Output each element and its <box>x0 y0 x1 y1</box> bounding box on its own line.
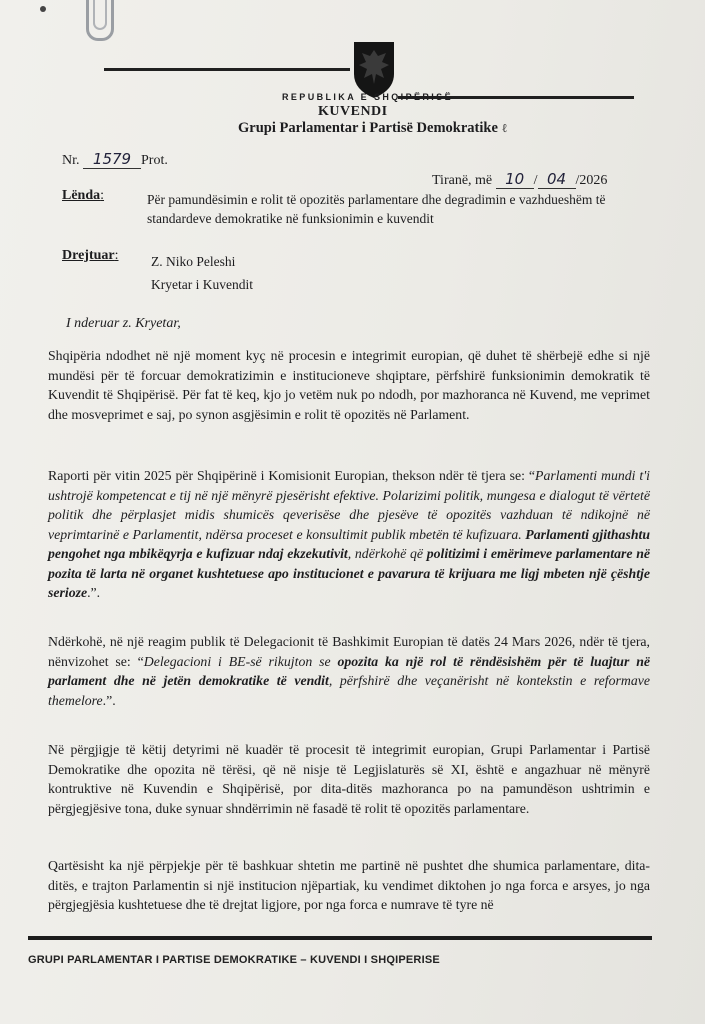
subject-label-colon: : <box>100 188 105 203</box>
republic-heading: REPUBLIKA E SHQIPËRISË <box>282 92 453 102</box>
p3-intro: Ndërkohë, në një reagim publik të Delegacionit të Bashkimit Europian të datës 24 Mars 2026, ndër të tjera, nënvizohet se: “ <box>48 634 650 669</box>
place-label: Tiranë, më <box>432 173 493 188</box>
header-rule-left <box>104 68 350 71</box>
protocol-number <box>62 150 168 169</box>
subject-label-text: Lënda <box>62 188 101 203</box>
recipient-title: Kryetar i Kuvendit <box>151 277 253 292</box>
prot-label: Prot. <box>141 153 168 168</box>
p3-close: .”. <box>102 692 116 708</box>
salutation: I nderuar z. Kryetar, <box>66 316 181 331</box>
month-handwritten: 04 <box>538 170 576 189</box>
date-line: Tiranë, më 10 / 04 /2026 <box>432 170 608 188</box>
footer-rule <box>28 936 652 940</box>
nr-label: Nr. <box>62 153 80 168</box>
year-text: /2026 <box>575 173 608 188</box>
p3-quote: Delegacioni i BE-së rikujton se <box>143 653 338 669</box>
p2-quote-emphasis-2: politizimi i emërimeve parlamentare në pozita të larta në organet kushtetuese apo institucionet e pavarura të krijuara me ligj mbeten një çështje serioze <box>48 546 650 600</box>
group-heading <box>238 120 507 137</box>
p3-quote-emphasis: opozita ka një rol të rëndësishëm për të luajtur në parlament dhe në jetën demokratike të vendit <box>48 653 650 688</box>
p2-intro: Raporti për vitin 2025 për Shqipërinë i Komisionit Europian, thekson ndër të tjera se: “ <box>48 468 536 483</box>
day-handwritten: 10 <box>496 170 534 189</box>
paragraph-1: Shqipëria ndodhet në një moment kyç në procesin e integrimit europian, që duhet të shërbejë edhe si një mundësi për të forcuar demokratizimin e institucioneve shqiptare, përfshirë funksionimin demokratik të Kuvendit të Shqipërisë. Për fat të keq, kjo jo vetëm nuk po ndodh, por mazhoranca në Kuvend, me veprimet dhe mosveprimet e saj, po synon asgjësimin e rolit të opozitës në Parlament. <box>48 348 650 422</box>
albanian-eagle-emblem-icon <box>351 40 397 100</box>
subject-label <box>62 188 104 204</box>
paragraph-5: Qartësisht ka një përpjekje për të bashkuar shtetin me partinë në pushtet dhe shumica parlamentare, dita-ditës, e trajton Parlamentin si një institucion njëpartiak, ku vendimet diktohen jo nga forca e arsyes, jo nga përgjegjësia kushtetuese dhe të drejtat ligjore, por nga forca e numrave të tyre në <box>48 858 650 912</box>
recipient-label-colon: : <box>114 248 119 263</box>
paragraph-3 <box>48 632 650 710</box>
nr-handwritten-value: 1579 <box>83 150 141 169</box>
paragraph-2 <box>48 466 650 603</box>
group-heading-text: Grupi Parlamentar i Partisë Demokratike <box>238 120 498 136</box>
footer-text: GRUPI PARLAMENTAR I PARTISE DEMOKRATIKE – KUVENDI I SHQIPERISE <box>28 954 440 966</box>
paperclip-inner <box>93 0 107 30</box>
ink-dot <box>40 6 46 12</box>
p2-quote-emphasis-1: Parlamenti gjithashtu pengohet nga mbikëqyrja e kufizuar ndaj ekzekutivit <box>48 526 651 561</box>
p2-quote: Parlamenti mundi t'i ushtrojë kompetencat e tij në një mënyrë pjesërisht efektive. Polarizimi politik, mungesa e dialogut të vërtetë politik dhe përplasjet midis shumicës qeverisëse dhe pjesëve të opozitës vazhduan të ndikojnë në veprimtarinë e Parlamentit, ndërsa proceset e konsultimit publik mbetën të kufizuara. <box>48 468 650 542</box>
paragraph-4: Në përgjigje të këtij detyrimi në kuadër të procesit të integrimit europian, Grupi Parlamentar i Partisë Demokratike dhe opozita në tërësi, që në nisje të Legjislaturës së XI, është e angazhuar në mënyrë kontruktive në Kuvendin e Shqipërisë, por dita-ditës mazhoranca po na pamundëson ushtrimin e përgjegjësive tona, duke synuar shndërrimin në fasadë të rolit të opozitës parlamentare. <box>48 742 650 816</box>
recipient-label <box>62 248 119 264</box>
p2-close: .”. <box>87 585 101 600</box>
handwritten-mark: ℓ <box>501 121 508 135</box>
assembly-heading: KUVENDI <box>318 104 388 119</box>
recipient-block <box>151 250 253 296</box>
recipient-name: Z. Niko Peleshi <box>151 254 236 269</box>
p2-quote-join: , ndërkohë që <box>347 546 427 561</box>
recipient-label-text: Drejtuar <box>62 248 115 263</box>
subject-text: Për pamundësimin e rolit të opozitës parlamentare dhe degradimin e vazhdueshëm të standardeve demokratike në funksionimin e kuvendit <box>147 192 606 226</box>
p3-quote-end: , përfshirë dhe veçanërisht në kontekstin e reformave themelore <box>48 673 651 708</box>
